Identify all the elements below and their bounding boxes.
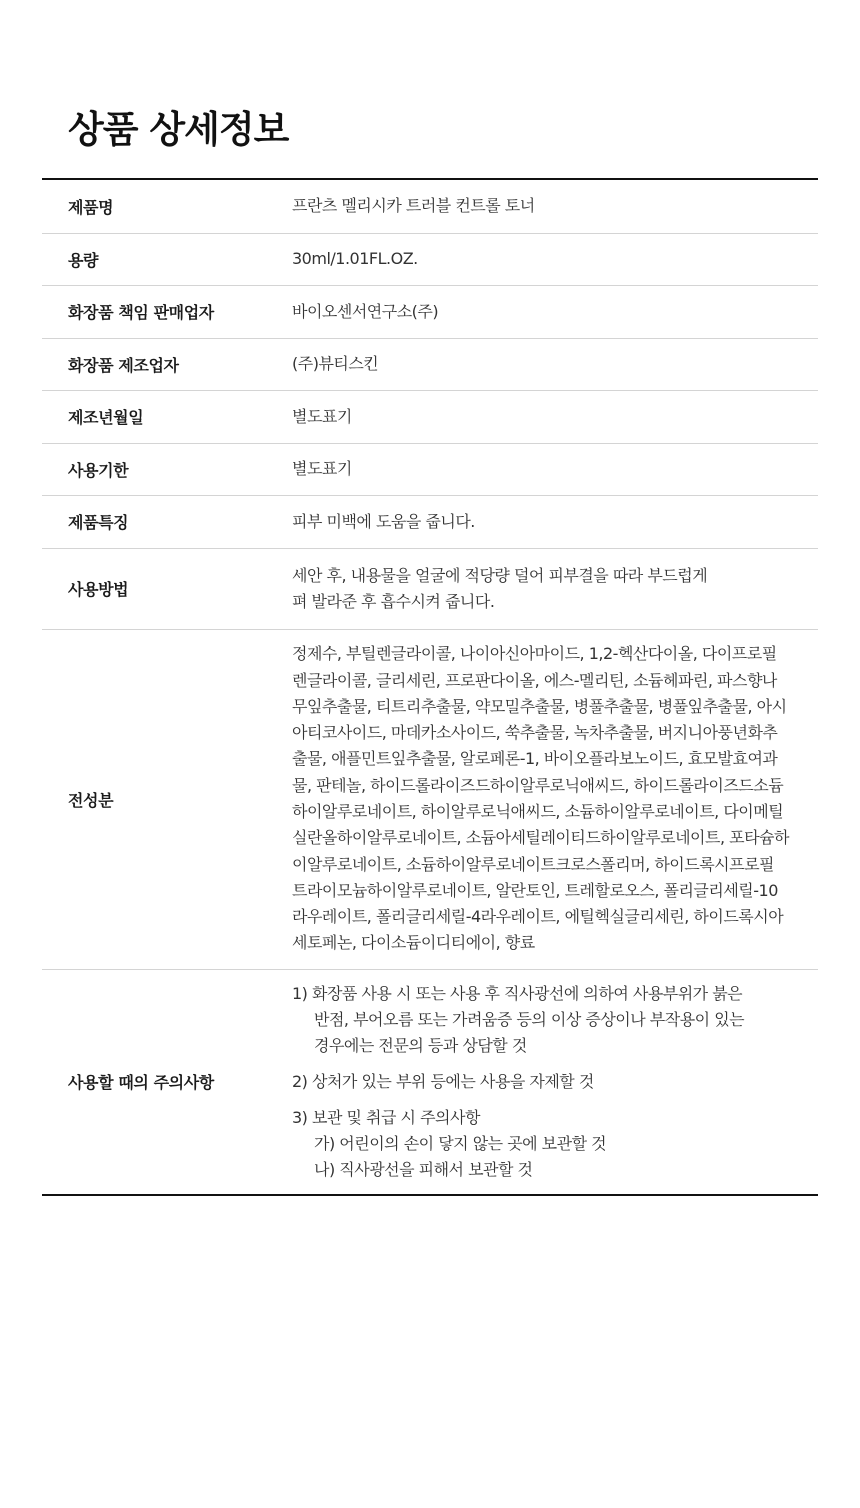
spec-row-manufacture-date xyxy=(42,390,818,443)
page-title: 상품 상세정보 xyxy=(68,108,289,151)
ingredients-line: 렌글라이콜, 글리세린, 프로판다이올, 에스-멜리틴, 소듐헤파린, 파스향나 xyxy=(292,670,777,690)
ingredients-line: 실란올하이알루로네이트, 소듐아세틸레이티드하이알루로네이트, 포타슘하 xyxy=(292,828,789,848)
caution-item-line: 경우에는 전문의 등과 상담할 것 xyxy=(314,1035,527,1055)
ingredients-line: 정제수, 부틸렌글라이콜, 나이아신아마이드, 1,2-헥산다이올, 다이프로필 xyxy=(292,644,777,664)
caution-item xyxy=(292,1105,804,1183)
spec-value: 별도표기 xyxy=(292,406,352,426)
spec-row-responsible-seller xyxy=(42,285,818,338)
spec-value: (주)뷰티스킨 xyxy=(292,354,379,374)
product-spec-table xyxy=(42,178,818,1196)
spec-value: 피부 미백에 도움을 줍니다. xyxy=(292,511,475,531)
spec-label: 제품명 xyxy=(68,197,114,217)
spec-label: 용량 xyxy=(68,250,99,270)
caution-item-heading: 2) 상처가 있는 부위 등에는 사용을 자제할 것 xyxy=(292,1071,594,1091)
spec-row-expiry xyxy=(42,443,818,496)
spec-row-cautions xyxy=(42,969,818,1194)
caution-item-heading: 1) 화장품 사용 시 또는 사용 후 직사광선에 의하여 사용부위가 붉은 xyxy=(292,983,743,1003)
ingredients-line: 무잎추출물, 티트리추출물, 약모밀추출물, 병풀추출물, 병풀잎추출물, 아시 xyxy=(292,696,787,716)
spec-row-product-name xyxy=(42,180,818,233)
spec-label: 화장품 제조업자 xyxy=(68,355,179,375)
ingredients-line: 물, 판테놀, 하이드롤라이즈드하이알루로닉애씨드, 하이드롤라이즈드소듐 xyxy=(292,775,784,795)
caution-item xyxy=(292,1069,804,1095)
ingredients-list xyxy=(292,641,818,957)
usage-line: 펴 발라준 후 흡수시켜 줍니다. xyxy=(292,591,495,611)
spec-label: 사용기한 xyxy=(68,460,129,480)
spec-value: 별도표기 xyxy=(292,459,352,479)
caution-item-line: 나) 직사광선을 피해서 보관할 것 xyxy=(314,1159,533,1179)
spec-value: 30ml/1.01FL.OZ. xyxy=(292,249,418,269)
spec-value: 프란츠 멜리시카 트러블 컨트롤 토너 xyxy=(292,196,535,216)
caution-item-heading: 3) 보관 및 취급 시 주의사항 xyxy=(292,1107,480,1127)
caution-item xyxy=(292,981,804,1059)
caution-item-line: 반점, 부어오름 또는 가려움증 등의 이상 증상이나 부작용이 있는 xyxy=(314,1009,745,1029)
spec-value: 바이오센서연구소(주) xyxy=(292,301,439,321)
spec-row-usage xyxy=(42,548,818,629)
ingredients-line: 하이알루로네이트, 하이알루로닉애씨드, 소듐하이알루로네이트, 다이메틸 xyxy=(292,802,784,821)
ingredients-line: 이알루로네이트, 소듐하이알루로네이트크로스폴리머, 하이드록시프로필 xyxy=(292,854,774,874)
ingredients-line: 라우레이트, 폴리글리세릴-4라우레이트, 에틸헥실글리세린, 하이드록시아 xyxy=(292,907,784,927)
ingredients-line: 트라이모늄하이알루로네이트, 알란토인, 트레할로오스, 폴리글리세릴-10 xyxy=(292,880,778,900)
spec-label: 제조년월일 xyxy=(68,408,144,428)
spec-label: 제품특징 xyxy=(68,513,129,533)
spec-row-manufacturer xyxy=(42,338,818,391)
ingredients-line: 세토페논, 다이소듐이디티에이, 향료 xyxy=(292,933,535,953)
spec-row-volume xyxy=(42,233,818,286)
spec-row-features xyxy=(42,495,818,548)
spec-value-multiline xyxy=(292,563,818,615)
caution-item-line: 가) 어린이의 손이 닿지 않는 곳에 보관할 것 xyxy=(314,1133,607,1153)
spec-label: 사용할 때의 주의사항 xyxy=(68,1073,214,1092)
spec-label: 화장품 책임 판매업자 xyxy=(68,303,214,323)
ingredients-line: 출물, 애플민트잎추출물, 알로페론-1, 바이오플라보노이드, 효모발효여과 xyxy=(292,749,778,769)
ingredients-line: 아티코사이드, 마데카소사이드, 쑥추출물, 녹차추출물, 버지니아풍년화추 xyxy=(292,723,778,743)
spec-label: 전성분 xyxy=(68,790,114,810)
spec-row-ingredients xyxy=(42,629,818,969)
caution-list xyxy=(292,981,818,1183)
spec-label: 사용방법 xyxy=(68,580,129,599)
usage-line: 세안 후, 내용물을 얼굴에 적당량 덜어 피부결을 따라 부드럽게 xyxy=(292,565,708,585)
